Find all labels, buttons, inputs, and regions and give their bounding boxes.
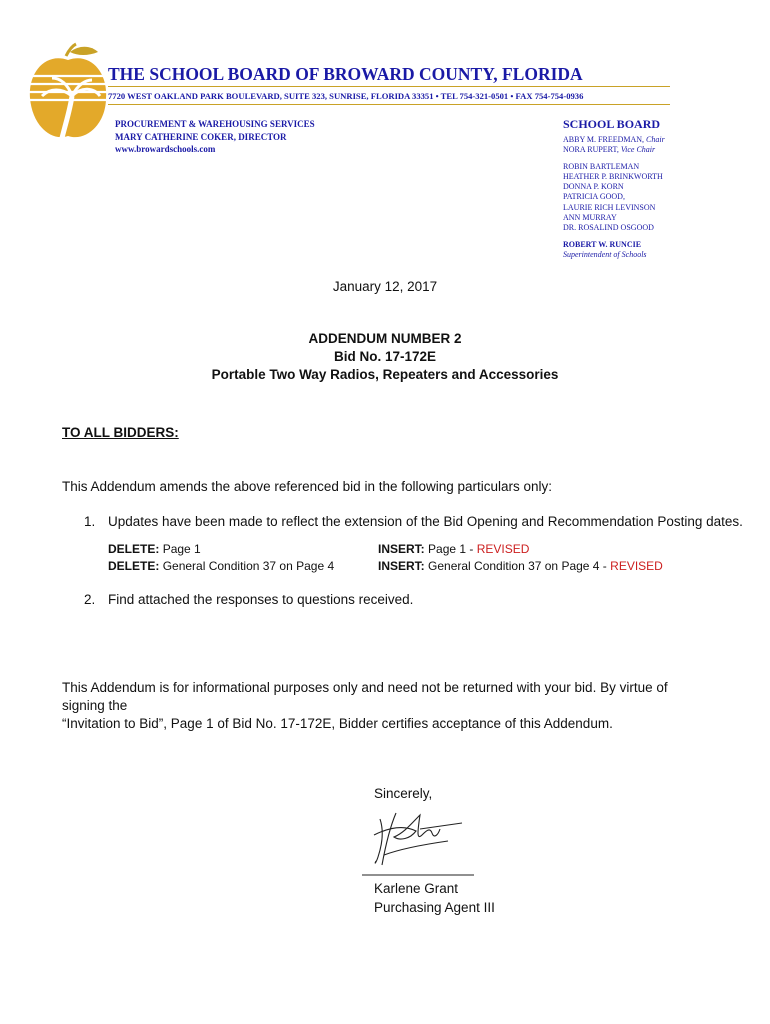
revised-tag: REVISED: [610, 559, 663, 573]
delete-line-1: DELETE: Page 1: [108, 542, 201, 556]
item-2-number: 2.: [84, 592, 96, 607]
board-member: DONNA P. KORN: [563, 182, 624, 192]
item-1-text: Updates have been made to reflect the extension of the Bid Opening and Recommendation Posting dates.: [108, 514, 743, 529]
item-1-number: 1.: [84, 514, 96, 529]
revised-tag: REVISED: [476, 542, 530, 556]
insert-line-1: INSERT: Page 1 - REVISED: [378, 542, 530, 556]
letter-date: January 12, 2017: [332, 279, 438, 294]
delete-line-2: DELETE: General Condition 37 on Page 4: [108, 559, 335, 573]
to-all-bidders: TO ALL BIDDERS:: [62, 425, 179, 440]
signer-name: Karlene Grant: [374, 881, 459, 896]
bid-number: Bid No. 17-172E: [333, 349, 437, 364]
intro-paragraph: This Addendum amends the above referenced bid in the following particulars only:: [62, 479, 553, 494]
header-rule-bottom: [108, 104, 670, 105]
insert-line-2: INSERT: General Condition 37 on Page 4 - REVISED: [378, 559, 663, 573]
website-link[interactable]: www.browardschools.com: [115, 144, 216, 154]
signer-block: [374, 879, 495, 917]
org-title: THE SCHOOL BOARD OF BROWARD COUNTY, FLORIDA: [108, 64, 583, 84]
board-member: HEATHER P. BRINKWORTH: [563, 171, 663, 181]
closing-paragraph: This Addendum is for informational purposes only and need not be returned with your bid. By virtue of signing the “Invitation to Bid”, Page 1 of Bid No. 17-172E, Bidder certifies acceptance of this Addendum.: [62, 680, 668, 731]
school-board-list: [563, 117, 665, 260]
department-block: [115, 118, 315, 156]
director-name: MARY CATHERINE COKER, DIRECTOR: [115, 131, 287, 142]
board-member: LAURIE RICH LEVINSON: [563, 202, 656, 212]
handwritten-signature: [360, 805, 480, 877]
department-name: PROCUREMENT & WAREHOUSING SERVICES: [115, 119, 315, 129]
school-board-logo: [26, 42, 110, 142]
board-chair: ABBY M. FREEDMAN, Chair: [563, 135, 665, 144]
board-title: SCHOOL BOARD: [563, 117, 661, 131]
header-rule-top: [108, 86, 670, 87]
board-vice-chair: NORA RUPERT, Vice Chair: [563, 145, 656, 155]
board-member: DR. ROSALIND OSGOOD: [563, 223, 654, 233]
addendum-title: ADDENDUM NUMBER 2: [308, 331, 462, 346]
bid-title: Portable Two Way Radios, Repeaters and Accessories: [211, 367, 559, 382]
board-member: ANN MURRAY: [563, 213, 617, 223]
superintendent-role: Superintendent of Schools: [563, 249, 647, 259]
item-2-text: Find attached the responses to questions received.: [108, 592, 414, 607]
board-member: PATRICIA GOOD,: [563, 192, 625, 202]
addendum-heading: [0, 330, 770, 384]
superintendent-name: ROBERT W. RUNCIE: [563, 239, 642, 249]
signer-title: Purchasing Agent III: [374, 900, 495, 915]
org-address: 7720 WEST OAKLAND PARK BOULEVARD, SUITE 323, SUNRISE, FLORIDA 33351 • TEL 754-321-0501 • FAX 754-754-0936: [108, 91, 584, 101]
board-member: ROBIN BARTLEMAN: [563, 161, 640, 171]
sincerely: Sincerely,: [374, 786, 433, 801]
